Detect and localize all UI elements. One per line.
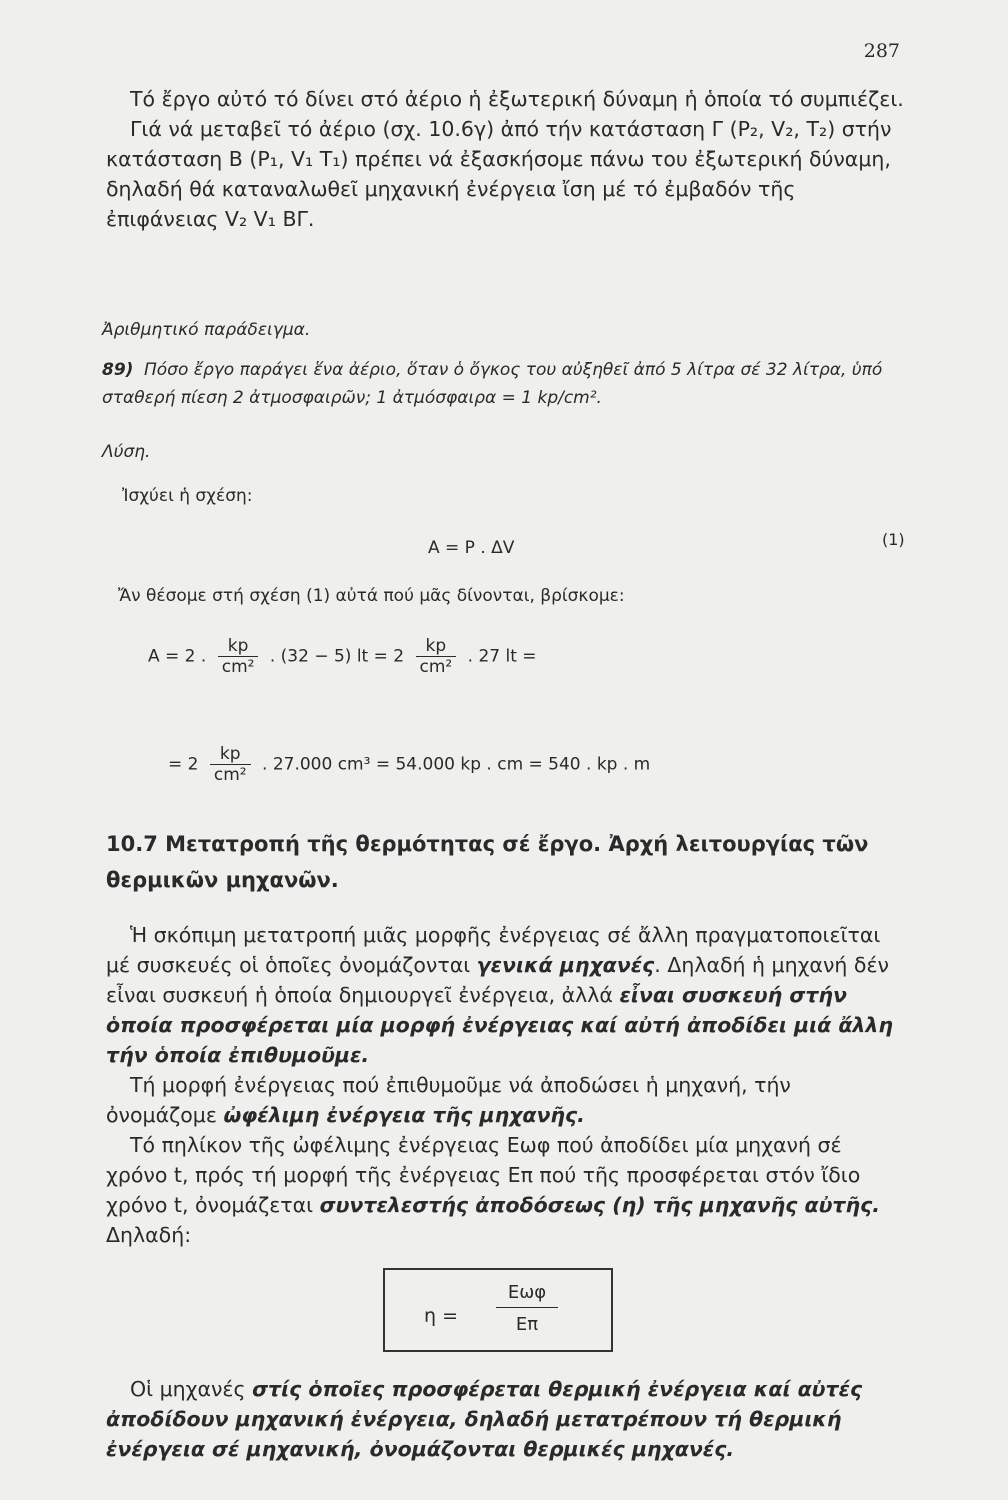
paragraph-6 xyxy=(106,1374,906,1464)
paragraph-2: Γιά νά μεταβεῖ τό ἀέριο (σχ. 10.6γ) ἀπό τήν κατάσταση Γ (P₂, V₂, T₂) στήν κατάσταση Β (P₁, V₁ T₁) πρέπει νά ἐξασκήσομε πάνω του ἐξωτερική δύναμη, δηλαδή θά καταναλωθεῖ μηχανική ἐνέργεια ἴση μέ τό ἐμβαδόν τῆς ἐπιφάνειας V₂ V₁ ΒΓ. xyxy=(106,117,892,231)
equation-number: (1) xyxy=(882,530,905,549)
equation-1: A = P . ΔV xyxy=(428,538,515,558)
fraction-denominator: cm² xyxy=(213,765,247,785)
text-run: Τή μορφή ἐνέργειας πού ἐπιθυμοῦμε νά ἀποδώσει ἡ μηχανή, τήν ὀνομάζομε xyxy=(106,1073,791,1127)
fraction-denominator: cm² xyxy=(419,657,453,677)
fraction xyxy=(210,744,251,785)
text-run: . Δηλαδή ἡ μηχανή δέν εἶναι συσκευή ἡ ὁποία δημιουργεῖ ἐνέργεια, ἀλλά xyxy=(106,953,889,1007)
text-run: Ἡ σκόπιμη μετατροπή μιᾶς μορφῆς ἐνέργειας σέ ἄλλη πραγματοποιεῖται μέ συσκευές οἱ ὁποῖες ὀνομάζονται xyxy=(106,923,881,977)
calc-part: . 27 lt = xyxy=(467,646,537,667)
fraction-denominator: cm² xyxy=(221,657,255,677)
solution-label: Λύση. xyxy=(102,442,151,462)
section-heading: 10.7 Μετατροπή τῆς θερμότητας σέ ἔργο. Ἀρχή λειτουργίας τῶν θερμικῶν μηχανῶν. xyxy=(106,832,869,892)
text-run: Τό πηλίκον τῆς ὠφέλιμης ἐνέργειας Εωφ πού ἀποδίδει μία μηχανή σέ χρόνο t, πρός τή μορφή τῆς ἐνέργειας Επ πού τῆς προσφέρεται στόν ἴδιο χρόνο t, ὀνομάζεται xyxy=(106,1133,861,1217)
substitution-intro: Ἄν θέσομε στή σχέση (1) αὐτά πού μᾶς δίνονται, βρίσκομε: xyxy=(118,586,625,606)
example-problem xyxy=(102,356,922,412)
text-run: Δηλαδή: xyxy=(106,1223,192,1247)
closing-paragraph xyxy=(106,1374,906,1464)
example-title: Ἀριθμητικό παράδειγμα. xyxy=(102,320,311,340)
emphasis-run: συντελεστής ἀποδόσεως (η) τῆς μηχανῆς αὐτῆς. xyxy=(319,1193,881,1217)
fraction-numerator: kp xyxy=(416,636,457,657)
intro-paragraphs xyxy=(106,84,906,234)
fraction-numerator: kp xyxy=(210,744,251,765)
calculation-line-2 xyxy=(168,744,650,785)
efficiency-fraction xyxy=(496,1282,558,1335)
emphasis-run: ὠφέλιμη ἐνέργεια τῆς μηχανῆς. xyxy=(223,1103,585,1127)
calc-part: . 27.000 cm³ = 54.000 kp . cm = 540 . kp . m xyxy=(262,754,651,775)
calc-part: = 2 xyxy=(168,754,199,775)
text-run: Οἱ μηχανές xyxy=(130,1377,253,1401)
fraction xyxy=(416,636,457,677)
calc-part: A = 2 . xyxy=(148,646,207,667)
calc-part: . (32 − 5) lt = 2 xyxy=(269,646,405,667)
emphasis-run: εἶναι συσκευή στήν ὁποία προσφέρεται μία μορφή ἐνέργειας καί αὐτή ἀποδίδει μιά ἄλλη τήν ὁποία ἐπιθυμοῦμε. xyxy=(106,983,893,1067)
calculation-line-1 xyxy=(148,636,537,677)
body-paragraphs xyxy=(106,920,906,1250)
fraction-numerator: kp xyxy=(218,636,259,657)
fraction xyxy=(218,636,259,677)
relation-intro: Ἰσχύει ἡ σχέση: xyxy=(122,486,253,506)
example-text: Πόσο ἔργο παράγει ἕνα ἀέριο, ὅταν ὁ ὄγκος του αὐξηθεῖ ἀπό 5 λίτρα σέ 32 λίτρα, ὑπό σταθερή πίεση 2 ἀτμοσφαιρῶν; 1 ἀτμόσφαιρα = 1 kp/cm². xyxy=(102,360,883,408)
emphasis-run: γενικά μηχανές xyxy=(476,953,655,977)
page-number: 287 xyxy=(863,40,900,62)
formula-eta: η = xyxy=(424,1305,459,1327)
paragraph-1: Τό ἔργο αὐτό τό δίνει στό ἀέριο ἡ ἐξωτερική δύναμη ἡ ὁποία τό συμπιέζει. xyxy=(130,87,904,111)
paragraph-3 xyxy=(106,920,906,1070)
emphasis-run: στίς ὁποῖες προσφέρεται θερμική ἐνέργεια καί αὐτές ἀποδίδουν μηχανική ἐνέργεια, δηλαδή μετατρέπουν τή θερμική ἐνέργεια σέ μηχανική, ὀνομάζονται θερμικές μηχανές. xyxy=(106,1377,863,1461)
paragraph-4 xyxy=(106,1070,906,1130)
example-number: 89) xyxy=(102,360,134,380)
paragraph-5 xyxy=(106,1130,906,1250)
formula-denominator: Επ xyxy=(515,1314,539,1335)
formula-numerator: Εωφ xyxy=(496,1282,558,1308)
